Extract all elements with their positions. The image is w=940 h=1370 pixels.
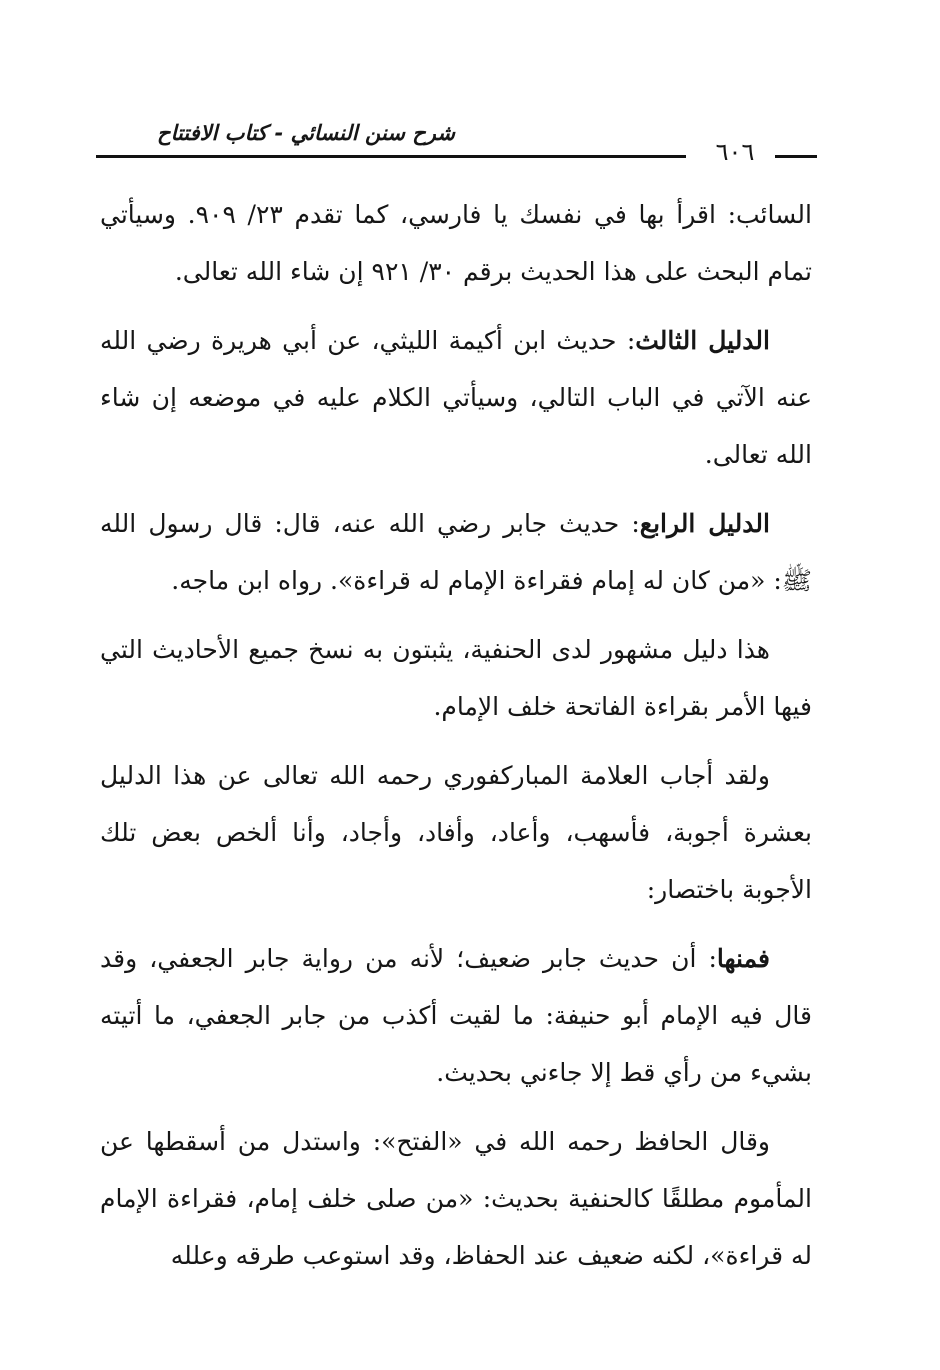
paragraph-7: [100, 1113, 812, 1284]
paragraph-1: [100, 186, 812, 300]
paragraph-5-text: ولقد أجاب العلامة المباركفوري رحمه الله تعالى عن هذا الدليل بعشرة أجوبة، فأسهب، وأعاد، وأفاد، وأجاد، وأنا ألخص بعض تلك الأجوبة باختصار:: [100, 761, 812, 904]
paragraph-3-text: : حديث جابر رضي الله عنه، قال: قال رسول الله ﷺ: «من كان له إمام فقراءة الإمام له قراءة». رواه ابن ماجه.: [100, 509, 812, 595]
header-rule: [96, 155, 686, 158]
paragraph-4-text: هذا دليل مشهور لدى الحنفية، يثبتون به نسخ جميع الأحاديث التي فيها الأمر بقراءة الفاتحة خلف الإمام.: [100, 635, 812, 721]
paragraph-3-lead: الدليل الرابع: [639, 509, 770, 538]
paragraph-2: [100, 312, 812, 483]
paragraph-3: [100, 495, 812, 609]
paragraph-6: [100, 930, 812, 1101]
page-number: ٦٠٦: [715, 138, 755, 166]
paragraph-2-text: : حديث ابن أكيمة الليثي، عن أبي هريرة رضي الله عنه الآتي في الباب التالي، وسيأتي الكلام عليه في موضعه إن شاء الله تعالى.: [100, 326, 812, 469]
paragraph-1-text: السائب: اقرأ بها في نفسك يا فارسي، كما تقدم ٢٣/ ٩٠٩. وسيأتي تمام البحث على هذا الحديث برقم ٣٠/ ٩٢١ إن شاء الله تعالى.: [100, 200, 812, 286]
running-title: شرح سنن النسائي - كتاب الافتتاح: [157, 121, 455, 145]
paragraph-6-lead: فمنها: [716, 944, 770, 973]
paragraph-6-text: : أن حديث جابر ضعيف؛ لأنه من رواية جابر الجعفي، وقد قال فيه الإمام أبو حنيفة: ما لقيت أكذب من جابر الجعفي، ما أتيته بشيء من رأي قط إلا جاءني بحديث.: [100, 944, 812, 1087]
page-number-rule: [775, 155, 817, 158]
body-text: [100, 186, 812, 1296]
paragraph-4: [100, 621, 812, 735]
paragraph-2-lead: الدليل الثالث: [635, 326, 770, 355]
paragraph-7-text: وقال الحافظ رحمه الله في «الفتح»: واستدل من أسقطها عن المأموم مطلقًا كالحنفية بحديث: «من صلى خلف إمام، فقراءة الإمام له قراءة»، لكنه ضعيف عند الحفاظ، وقد استوعب طرقه وعلله: [100, 1127, 812, 1270]
paragraph-5: [100, 747, 812, 918]
